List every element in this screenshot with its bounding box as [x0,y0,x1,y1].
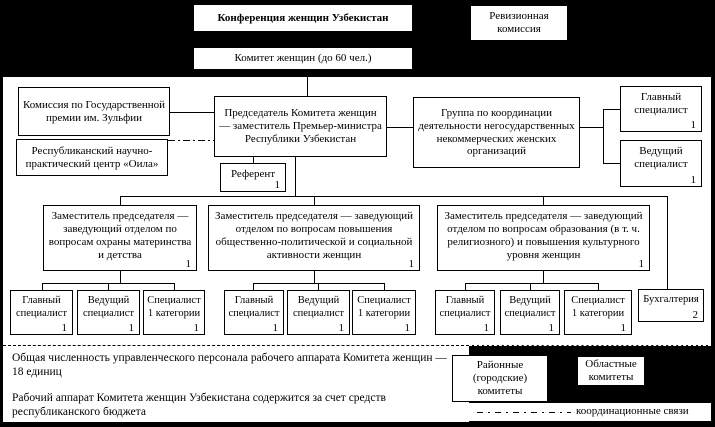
node-deputy-3-count: 1 [638,258,644,270]
node-district-committees: Районные (городские) комитеты [452,355,548,402]
connector-main-rail [120,196,668,197]
connector-chairman-group [387,127,413,128]
node-referent-label: Референт [230,168,276,180]
node-deputy-2-count: 1 [408,258,414,270]
node-referent-count: 1 [274,179,280,191]
connector-deputy1-down [120,271,121,283]
node-specialist-8 [500,290,560,335]
node-specialist-7-label: Главный специалист [439,295,491,319]
node-specialist-9 [564,290,632,335]
node-oila-center: Республиканский научно-практический центр «Оила» [16,139,168,176]
legend-coordination-label: координационные связи [576,405,689,417]
connector-group-rail [580,127,603,128]
node-specialist-5 [287,290,350,335]
node-specialist-3 [143,290,205,335]
node-chairman: Председатель Комитета женщин — заместитель Премьер-министра Республики Узбекистан [214,96,387,157]
node-deputy-1-count: 1 [185,258,191,270]
connector-zulfiya-chairman [170,112,214,113]
connector-g2-stub3 [384,283,385,290]
node-deputy-1 [43,205,197,271]
node-specialist-6-label: Специалист 1 категории [357,295,411,319]
node-deputy-3 [437,205,650,271]
connector-g3-stub2 [530,283,531,290]
node-deputy-3-label: Заместитель председателя — заведующий отделом по вопросам образования (в т. ч. религиозного) и повышения культурного уровня женщин [444,210,643,261]
node-deputy-2-label: Заместитель председателя — заведующий отделом по вопросам повышения общественно-политической и социальной активности женщин [214,210,414,261]
connector-deputy3-down [543,271,544,283]
connector-g3-stub1 [465,283,466,290]
connector-leading-stub [603,163,620,164]
connector-g1-stub3 [174,283,175,290]
connector-rail-group3 [465,283,598,284]
node-deputy-2 [208,205,420,271]
node-specialist-4 [224,290,284,335]
connector-g1-stub1 [42,283,43,290]
node-specialist-7-count: 1 [483,322,489,334]
node-accounting-count: 2 [692,309,698,321]
node-specialist-9-label: Специалист 1 категории [571,295,625,319]
connector-g1-stub2 [108,283,109,290]
node-ngo-group: Группа по координации деятельности негосударственных некоммерческих женских организаций [413,97,580,168]
connector-g2-stub1 [253,283,254,290]
node-conference: Конференция женщин Узбекистан [193,4,413,32]
connector-g2-stub2 [318,283,319,290]
node-specialist-1-label: Главный специалист [15,295,68,319]
footnote-total-staff: Общая численность управленческого персонала рабочего аппарата Комитета женщин — 18 единиц [12,352,447,379]
connector-oila-chairman-dashdot [168,140,214,141]
node-leading-specialist-right-count: 1 [690,174,696,186]
node-referent [220,163,286,192]
node-accounting-label: Бухгалтерия [643,294,699,305]
node-leading-specialist-right [620,140,702,187]
node-deputy-1-label: Заместитель председателя — заведующий отделом по вопросам охраны материнства и детства [48,210,192,261]
connector-chief-stub [603,109,620,110]
node-chief-specialist-right-label: Главный специалист [634,91,688,116]
node-specialist-2-label: Ведущий специалист [82,295,135,319]
node-specialist-5-count: 1 [338,322,344,334]
node-specialist-8-count: 1 [548,322,554,334]
connector-deputy2-down [314,271,315,283]
node-specialist-2 [77,290,140,335]
node-specialist-1-count: 1 [61,322,67,334]
node-accounting [638,289,704,322]
node-specialist-6-count: 1 [404,322,410,334]
footnotes [12,351,460,427]
node-specialist-2-count: 1 [128,322,134,334]
node-zulfiya-commission: Комиссия по Государственной премии им. Зульфии [18,87,170,136]
node-specialist-6 [352,290,416,335]
footnote-budget: Рабочий аппарат Комитета женщин Узбекистана содержится за счет средств республиканского бюджета [12,391,386,419]
node-chief-specialist-right [620,86,702,132]
node-specialist-5-label: Ведущий специалист [292,295,345,319]
node-specialist-8-label: Ведущий специалист [504,295,556,319]
connector-right-vrail [603,109,604,164]
connector-deputy2-stub [314,196,315,205]
node-specialist-9-count: 1 [620,322,626,334]
node-chief-specialist-right-count: 1 [690,119,696,131]
connector-accounting-drop [667,196,668,289]
node-leading-specialist-right-label: Ведущий специалист [634,145,688,170]
connector-committee-chairman [307,77,308,96]
connector-deputy1-stub [120,196,121,205]
node-regional-committees: Областные комитеты [577,356,645,386]
connector-deputy3-stub [543,196,544,205]
node-specialist-3-label: Специалист 1 категории [147,295,201,319]
node-audit-commission: Ревизионная комиссия [470,5,568,41]
node-committee: Комитет женщин (до 60 чел.) [193,47,413,70]
node-specialist-3-count: 1 [193,322,199,334]
connector-g3-stub3 [598,283,599,290]
node-specialist-7 [435,290,495,335]
node-specialist-4-count: 1 [272,322,278,334]
connector-chairman-down [295,157,296,196]
legend-dashdot-line [477,412,571,413]
node-specialist-4-label: Главный специалист [228,295,280,319]
node-specialist-1 [10,290,73,335]
